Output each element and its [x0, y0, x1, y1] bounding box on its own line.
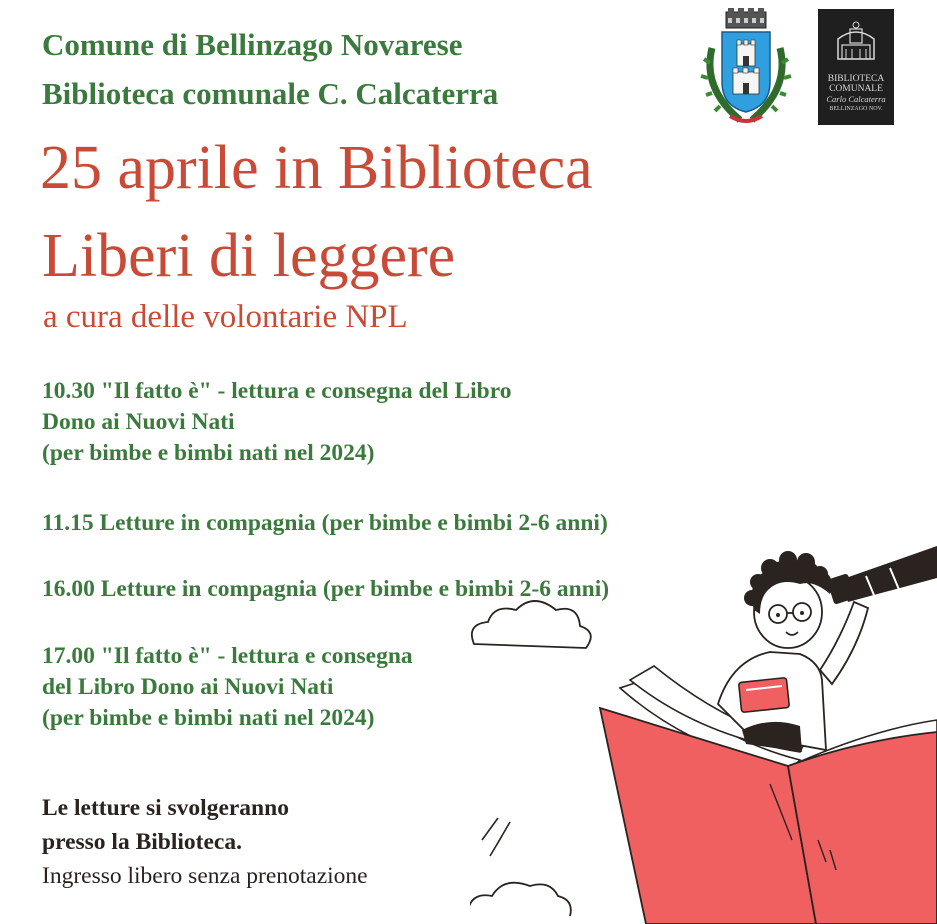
- schedule-item-2: [42, 508, 608, 539]
- coat-of-arms-icon: [700, 8, 792, 130]
- schedule-item-2-line1: 11.15 Letture in compagnia (per bimbe e bimbi 2-6 anni): [42, 510, 608, 536]
- schedule-item-1-line1: 10.30 "Il fatto è" - lettura e consegna del Libro: [42, 378, 512, 404]
- cloud-icon: [472, 601, 591, 648]
- library-logo-text: [818, 74, 894, 113]
- org-name-line2: Biblioteca comunale C. Calcaterra: [42, 76, 499, 111]
- subtitle: a cura delle volontarie NPL: [43, 299, 408, 335]
- schedule-item-4: [42, 641, 413, 734]
- schedule-item-3: [42, 574, 609, 605]
- schedule-item-1-line2: Dono ai Nuovi Nati: [42, 409, 235, 435]
- org-name-line1: Comune di Bellinzago Novarese: [42, 27, 463, 62]
- footer-info: [42, 791, 368, 893]
- schedule-item-4-line3: (per bimbe e bimbi nati nel 2024): [42, 705, 375, 731]
- library-logo-line1: BIBLIOTECA: [827, 74, 885, 84]
- title-line2: Liberi di leggere: [42, 222, 456, 290]
- footer-line2: presso la Biblioteca.: [42, 829, 242, 855]
- library-building-icon: [832, 19, 880, 65]
- schedule-item-4-line2: del Libro Dono ai Nuovi Nati: [42, 674, 334, 700]
- title-line1: 25 aprile in Biblioteca: [40, 134, 593, 202]
- cloud-icon: [470, 883, 571, 916]
- schedule-item-4-line1: 17.00 "Il fatto è" - lettura e consegna: [42, 643, 413, 669]
- schedule-item-1: [42, 376, 512, 469]
- schedule-item-3-line1: 16.00 Letture in compagnia (per bimbe e bimbi 2-6 anni): [42, 576, 610, 602]
- footer-line3: Ingresso libero senza prenotazione: [42, 863, 368, 889]
- library-logo-line4: BELLINZAGO NOV.: [829, 106, 883, 112]
- library-logo-line2: COMUNALE: [829, 84, 883, 94]
- footer-line1: Le letture si svolgeranno: [42, 795, 289, 821]
- schedule-item-1-line3: (per bimbe e bimbi nati nel 2024): [42, 440, 375, 466]
- library-logo-line3: Carlo Calcaterra: [826, 94, 886, 104]
